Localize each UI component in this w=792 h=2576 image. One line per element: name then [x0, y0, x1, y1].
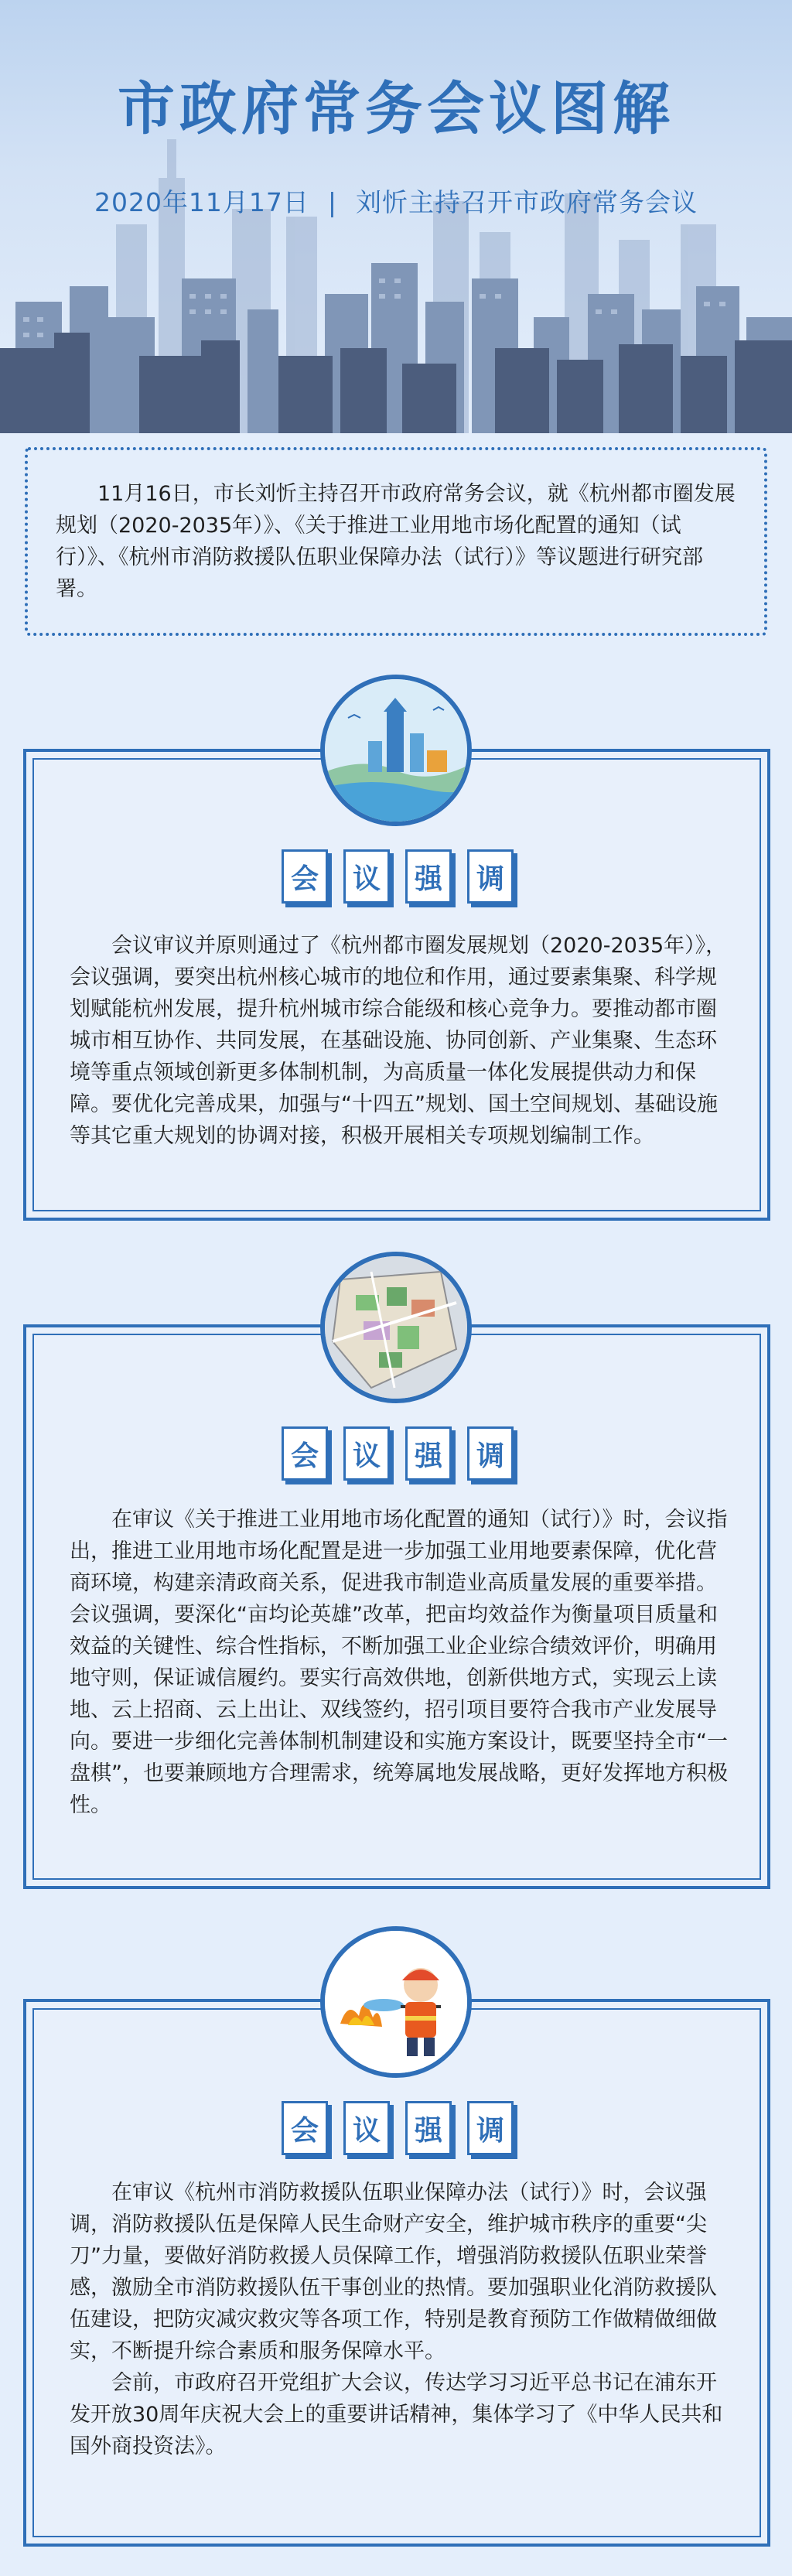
label-char: 强	[405, 849, 452, 904]
section-label-2	[0, 1426, 792, 1485]
page-title: 市政府常务会议图解	[118, 76, 674, 142]
hangzhou-landmark-icon	[320, 675, 472, 826]
label-char: 调	[467, 849, 514, 904]
section-paragraph: 会议审议并原则通过了《杭州都市圈发展规划（2020-2035年）》，会议强调，要突出杭州核心城市的地位和作用，通过要素集聚、科学规划赋能杭州发展，提升杭州城市综合能级和核心竞争力。要推动都市圈城市相互协作、共同发展，在基础设施、协同创新、产业集聚、生态环境等重点领域创新更多体制机制，为高质量一体化发展提供动力和保障。要优化完善成果，加强与“十四五”规划、国土空间规划、基础设施等其它重大规划的协调对接，积极开展相关专项规划编制工作。	[70, 934, 727, 1148]
intro-box	[25, 447, 767, 636]
intro-text: 11月16日，市长刘忻主持召开市政府常务会议，就《杭州都市圈发展规划（2020-2035年）》、《关于推进工业用地市场化配置的通知（试行）》、《杭州市消防救援队伍职业保障办法（试行）》等议题进行研究部署。	[56, 482, 736, 601]
meeting-headline: 刘忻主持召开市政府常务会议	[356, 187, 698, 217]
subtitle-separator: |	[327, 187, 338, 217]
label-char: 会	[282, 2101, 328, 2155]
section-card-2	[23, 1324, 770, 1889]
city-skyline-illustration	[0, 124, 792, 433]
section-label-1	[0, 849, 792, 908]
section-paragraph: 会前，市政府召开党组扩大会议，传达学习习近平总书记在浦东开发开放30周年庆祝大会上的重要讲话精神，集体学习了《中华人民共和国外商投资法》。	[70, 2371, 723, 2458]
label-char: 调	[467, 2101, 514, 2155]
section-text-3	[70, 2177, 736, 2462]
label-char: 议	[343, 849, 390, 904]
section-paragraph: 在审议《杭州市消防救援队伍职业保障办法（试行）》时，会议强调，消防救援队伍是保障人民生命财产安全，维护城市秩序的重要“尖刀”力量，要做好消防救援人员保障工作，增强消防救援队伍职业荣誉感，激励全市消防救援队伍干事创业的热情。要加强职业化消防救援队伍建设，把防灾减灾救灾等各项工作，特别是教育预防工作做精做细做实，不断提升综合素质和服务保障水平。	[70, 2181, 717, 2363]
label-char: 会	[282, 849, 328, 904]
firefighter-icon	[320, 1926, 472, 2078]
section-label-3	[0, 2101, 792, 2160]
meeting-date: 2020年11月17日	[94, 187, 309, 217]
label-char: 议	[343, 2101, 390, 2155]
header-banner	[0, 0, 792, 433]
section-text-1	[70, 930, 736, 1152]
label-char: 强	[405, 2101, 452, 2155]
page-subtitle	[0, 183, 792, 219]
land-plan-map-icon	[320, 1252, 472, 1403]
section-paragraph: 在审议《关于推进工业用地市场化配置的通知（试行）》时，会议指出，推进工业用地市场化配置是进一步加强工业用地要素保障，优化营商环境，构建亲清政商关系，促进我市制造业高质量发展的重要举措。会议强调，要深化“亩均论英雄”改革，把亩均效益作为衡量项目质量和效益的关键性、综合性指标，不断加强工业企业综合绩效评价，明确用地守则，保证诚信履约。要实行高效供地，创新供地方式，实现云上读地、云上招商、云上出让、双线签约，招引项目要符合我市产业发展导向。要进一步细化完善体制机制建设和实施方案设计，既要坚持全市“一盘棋”，也要兼顾地方合理需求，统筹属地发展战略，更好发挥地方积极性。	[70, 1508, 728, 1817]
label-char: 议	[343, 1426, 390, 1481]
section-text-2	[70, 1504, 736, 1821]
section-card-3	[23, 1999, 770, 2547]
label-char: 会	[282, 1426, 328, 1481]
label-char: 调	[467, 1426, 514, 1481]
label-char: 强	[405, 1426, 452, 1481]
